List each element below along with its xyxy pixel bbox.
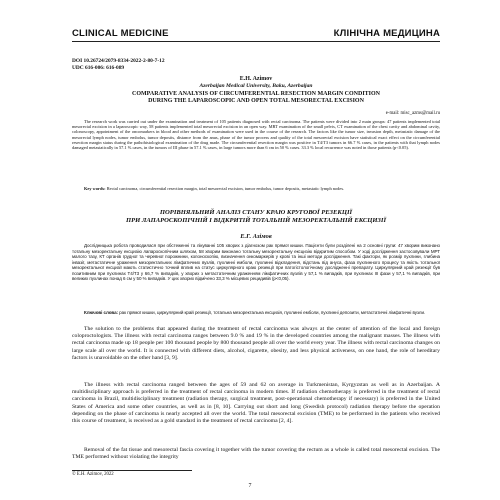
article-title-ua — [72, 209, 440, 224]
body-paragraph-1: The solution to the problems that appeared during the treatment of rectal carcinoma was always at the center of attention of the local and foreign coloproctologists. The illness with rectal carcinoma ranges between 9.0 % and 19 % in the developed countries among the malignant masses. The illness with rectal carcinoma made up 18 people per 100 thousand people by 800 thousand people all over the world every year. The illness with rectal carcinoma changes on large scale all over the world. It is connected with different diets, alcohol, cigarette, obesity, and less physical activeness, on one hand, the role of hereditary factors is unavoidable on the other hand [3, 9]. — [72, 326, 440, 361]
abstract-ua: Дослідницька робота проводилася при обстеженні та лікуванні 105 хворих з діагнозом рак прямої кишки. Пацієнти були розділені на 2 основні групи: 47 хворим виконано тотальну мезоректальну ексцизію лапароскопічним шляхом, 58 хворим виконано тотальну мезоректальну ексцизію відкритим способом. У ході дослідження застосовували МРТ малого тазу, КТ органів грудної та черевної порожнини, колоноскопію, визначення онкомаркерів у крові та інші методи дослідження. Такі фактори, як розмір пухлини, глибина інвазії, метастатичне ураження мезоректальних лімфатичних вузлів, пухлинні емболи, пухлинні відкладення, відстань від ануса, фаза пухлинного процесу та якість тотальної мезоректальної ексцизії мають статистично точний вплив на статус циркулярного краю резекції при патогістологічному дослідженні препарату. Циркулярний край резекції був позитивним при пухлинах Т4/Т3 у 66,7 % випадків, у хворих з метастатичним ураженням лімфатичних вузлів у 57,1 % випадків, при пухлинах III фази у 57,1 % випадків, при великих пухлинах понад 6 см у 50 % випадків. У цих хворих відмічено 33,3 % місцевих рецидивів (р<0,05). — [72, 243, 440, 281]
keywords-en — [72, 186, 440, 191]
body-paragraph-2: The illness with rectal carcinoma ranged between the ages of 59 and 62 on average in Turkmenistan, Kyrgyzstan as well as in Azerbaijan. A multidisciplinary approach is preferred in the treatment of rectal carcinoma in modern times. If radiation chemotherapy is preferred in the treatment of rectal carcinoma in Brazil, multidisciplinary treatment (radiation therapy, surgical treatment, post-operational chemotherapy if necessary) is preferred in the United States of America and some other countries, as well as in [8, 10]. Carrying out short and long (Swedish protocol) radiation therapy before the operation depending on the phase of carcinoma is nearly accepted all over the world. The total mesorectal excision (TME) to be performed in the patients who received this course of treatment, is received as a gold standard in the treatment of rectal carcinoma [2, 4]. — [72, 382, 440, 425]
copyright-note: © E.H. Azimov, 2022 — [72, 472, 114, 477]
keywords-en-label: Key words: — [84, 186, 106, 191]
author-name: E.H. Azimov — [239, 76, 273, 82]
abstract-en: The research work was carried out under the examination and treatment of 105 patients diagnosed with rectal carcinoma. The patients were divided into 2 main groups: 47 patients implemented total mesorectal excision in a laparoscopic way, 58 patients implemented total mesorectal excision in an open way. MRT examination of the small pelvis, CT examination of the chest cavity and abdominal cavity, colonoscopy, appointment of the oncomarkers in blood and other methods of examination were used in the course of the research. The factors like the tumor size, invasion depth, metastatic damage of the mesorectal lymph nodes, tumor embolus, tumor deposits, distance from the anus, phase of the tumor process and quality of the total mesorectal excision have statistical exact effect on the circumferential resection margin status during the pathohistological examination of the drug made. The circumferential resection margin was positive in T4/T3 tumors in 66.7 % cases, in the patients with that lymph nodes damaged metastatically in 57.1 % cases, in the tumors of III phase in 57.1 % cases, in large tumors more than 6 cm in 50 % cases. 33.3 % local recurrence was noted in those patients (p<0.05). — [72, 119, 440, 151]
running-header-right: КЛІНІЧНА МЕДИЦИНА — [333, 28, 440, 39]
keywords-ua — [72, 310, 440, 316]
keywords-en-text: Rectal carcinoma, circumferential resection margin, total mesorectal excision, tumor embolus, tumor deposits, metastatic lymph nodes. — [105, 186, 345, 191]
doi: DOI 10.26724/2079-8334-2022-2-80-7-12 — [72, 58, 165, 64]
udc: UDC 616-006: 616-089 — [72, 65, 125, 71]
title-ua-line-1: ПОРІВНЯЛЬНИЙ АНАЛІЗ СТАНУ КРАЮ КРУГОВОЇ РЕЗЕКЦІЇ — [159, 209, 353, 216]
title-ua-line-2: ПРИ ЛАПАРОСКОПІЧНІЙ І ВІДКРИТІЙ ТОТАЛЬНІЙ МЕЗОРЕКТАЛЬНІЙ ЕКСЦИЗІЇ — [125, 216, 387, 224]
author-name-ua: Е.Г. Азімов — [240, 233, 272, 240]
header-rule — [72, 41, 440, 42]
author-email: e-mail: misc_azms@mail.ru — [385, 111, 440, 116]
keywords-ua-label: Ключові слова: — [84, 310, 118, 315]
page-number: 7 — [248, 483, 252, 489]
running-header-left: CLINICAL MEDICINE — [72, 28, 169, 39]
title-en-line-1: COMPARATIVE ANALYSIS OF CIRCUMFERENTIAL RESECTION MARGIN CONDITION — [131, 91, 381, 97]
article-title-en — [72, 91, 440, 105]
body-paragraph-3: Removal of the fat tissue and mesorectal fascia covering it together with the tumor covering the rectum as a whole is called total mesorectal excision. The TME performed without violating the integrity — [72, 447, 440, 461]
author-affiliation: Azerbaijan Medical University, Baku, Azerbaijan — [199, 83, 313, 89]
title-en-line-2: DURING THE LAPAROSCOPIC AND OPEN TOTAL MESORECTAL EXCISION — [148, 98, 364, 104]
footer-rule — [72, 470, 192, 471]
keywords-ua-text: рак прямої кишки, циркулярний край резекції, тотальна мезоректальна ексцизія, пухлинні емболи, пухлинні депозити, метастатичні лімфатичні вузли. — [117, 310, 426, 315]
